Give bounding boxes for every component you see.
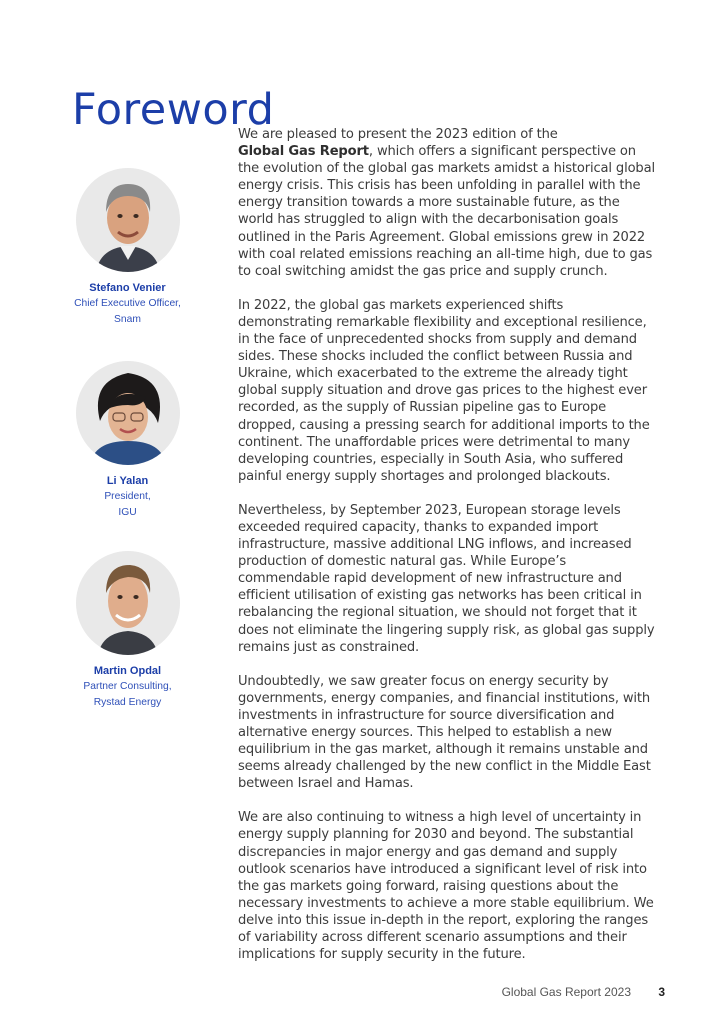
page-number: 3 [658, 985, 665, 999]
person-name: Li Yalan [106, 475, 149, 487]
paragraph-5: We are also continuing to witness a high level of uncertainty in energy supply planning for 2030 and beyond. The substantial discrepancies in major energy and gas demand and supply outlook scenarios have introduced a significant level of risk into the gas markets going forward, raising questions about the necessary investments to achieve a more stable equilibrium. We delve into this issue in-depth in the report, exploring the ranges of variability across different scenario assumptions and their implications for supply security in the future. [238, 810, 654, 963]
avatar-photo [76, 168, 180, 272]
person-org: Snam [114, 313, 141, 325]
person-role: Partner Consulting, [83, 681, 172, 692]
paragraph-4: Undoubtedly, we saw greater focus on energy security by governments, energy companies, and financial institutions, with investments in infrastructure for source diversification and alternative energy sources. This helped to establish a new equilibrium in the gas market, although it remains unstable and seems already challenged by the new conflict in the Middle East between Israel and Hamas. [238, 673, 651, 792]
paragraph-1 [238, 126, 656, 280]
report-name-bold: Global Gas Report [238, 144, 369, 160]
avatar-photo [76, 551, 180, 655]
paragraph-3: Nevertheless, by September 2023, European storage levels exceeded required capacity, thanks to expanded import infrastructure, massive additional LNG inflows, and increased production of domestic natural gas. While Europe’s commendable rapid development of new infrastructure and efficient utilisation of existing gas networks has been critical in rebalancing the regional situation, we should not forget that it does not eliminate the lingering supply risk, as global gas supply remains just as constrained. [238, 502, 655, 655]
paragraph-lead: We are pleased to present the 2023 edition of the [238, 127, 558, 142]
page-title: Foreword [72, 84, 275, 135]
page-footer [0, 985, 721, 1001]
person-stefano-venier [60, 168, 195, 327]
person-role: Chief Executive Officer, [74, 298, 181, 309]
person-role: President, [104, 491, 151, 502]
person-org: Rystad Energy [93, 696, 162, 708]
foreword-body [238, 126, 656, 980]
person-name: Stefano Venier [89, 282, 166, 294]
person-li-yalan [60, 361, 195, 520]
avatar-photo [76, 361, 180, 465]
person-name: Martin Opdal [93, 665, 162, 677]
paragraph-2: In 2022, the global gas markets experienced shifts demonstrating remarkable flexibility and exceptional resilience, in the face of unprecedented shocks from supply and demand sides. These shocks included the conflict between Russia and Ukraine, which exacerbated to the extreme the already tight global supply situation and drove gas prices to the highest ever recorded, as the supply of Russian pipeline gas to Europe dropped, causing a pressing search for additional imports to the continent. The unaffordable prices were detrimental to many developing countries, especially in South Asia, who suffered painful energy supply shortages and prolonged blackouts. [238, 297, 650, 484]
paragraph-rest: , which offers a significant perspective on the evolution of the global gas markets amidst a historical global energy crisis. This crisis has been unfolding in parallel with the energy transition towards a more sustainable future, as the world has struggled to align with the decarbonisation goals outlined in the Paris Agreement. Global emissions grew in 2022 with coal related emissions reaching an all-time high, due to gas to coal switching amidst the gas price and supply crunch. [238, 144, 655, 279]
person-org: IGU [118, 506, 137, 518]
footer-report-title: Global Gas Report 2023 [501, 985, 631, 999]
person-martin-opdal [60, 551, 195, 710]
